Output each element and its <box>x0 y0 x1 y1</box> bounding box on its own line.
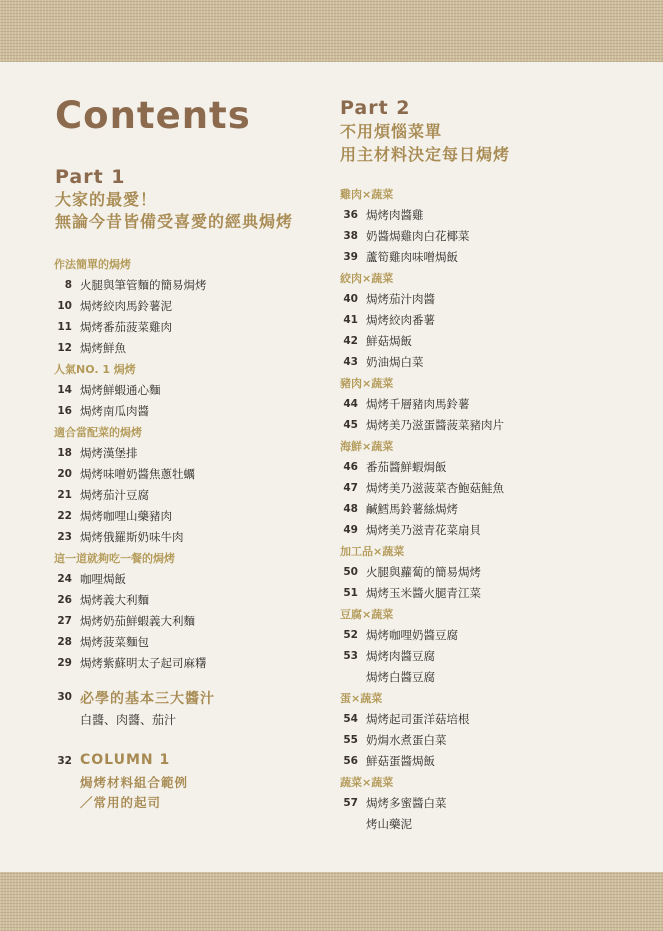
entry-title: 焗烤咖哩山藥豬肉 <box>80 509 172 523</box>
entry-title: 焗烤茄汁豆腐 <box>80 488 149 502</box>
toc-entry[interactable] <box>54 401 324 422</box>
toc-entry[interactable] <box>340 331 640 352</box>
entry-title: 焗烤起司蛋洋菇培根 <box>366 712 470 726</box>
toc-entry[interactable] <box>54 317 324 338</box>
toc-entry[interactable] <box>340 205 640 226</box>
sauces-page-number: 30 <box>57 691 72 703</box>
toc-entry[interactable] <box>54 338 324 359</box>
part1-subtitle-line2: 無論今昔皆備受喜愛的經典焗烤 <box>55 212 294 231</box>
page-number: 8 <box>64 279 72 291</box>
part2-label: Part 2 <box>340 97 411 119</box>
sauces-subtitle: 白醬、肉醬、茄汁 <box>80 713 177 727</box>
entry-title: 焗烤鮮魚 <box>80 341 126 355</box>
page-number: 10 <box>57 300 72 312</box>
part1-subtitle-line1: 大家的最愛！ <box>55 190 158 209</box>
entry-title: 焗烤絞肉番薯 <box>366 313 435 327</box>
part2-toc-list <box>340 184 640 835</box>
page-number: 49 <box>343 524 358 536</box>
toc-entry[interactable] <box>54 590 324 611</box>
category-heading: 加工品×蔬菜 <box>340 545 405 558</box>
page-number: 45 <box>343 419 358 431</box>
category-heading: 作法簡單的焗烤 <box>54 258 131 271</box>
entry-title: 焗烤茄汁肉醬 <box>366 292 435 306</box>
toc-entry[interactable] <box>340 562 640 583</box>
page-number: 51 <box>343 587 358 599</box>
page-number: 46 <box>343 461 358 473</box>
toc-entry[interactable] <box>54 506 324 527</box>
page-number: 39 <box>343 251 358 263</box>
entry-title: 焗烤味噌奶醬焦蔥牡蠣 <box>80 467 195 481</box>
toc-entry[interactable] <box>340 415 640 436</box>
column-page-number: 32 <box>57 755 72 767</box>
column-entry[interactable] <box>54 752 324 816</box>
category-heading: 蛋×蔬菜 <box>340 692 383 705</box>
page-number: 54 <box>343 713 358 725</box>
entry-title: 焗烤鮮蝦通心麵 <box>80 383 161 397</box>
toc-entry[interactable] <box>54 569 324 590</box>
toc-entry[interactable] <box>54 296 324 317</box>
page-number: 20 <box>57 468 72 480</box>
page-number: 22 <box>57 510 72 522</box>
part2-subtitle-line1: 不用煩惱菜單 <box>340 122 443 141</box>
entry-title: 焗烤番茄菠菜雞肉 <box>80 320 172 334</box>
toc-entry[interactable] <box>340 247 640 268</box>
toc-entry[interactable] <box>340 520 640 541</box>
toc-entry[interactable] <box>340 394 640 415</box>
page-number: 42 <box>343 335 358 347</box>
toc-entry[interactable] <box>54 632 324 653</box>
page-number: 40 <box>343 293 358 305</box>
sauces-title: 必學的基本三大醬汁 <box>80 691 215 707</box>
entry-title: 奶醬焗雞肉白花椰菜 <box>366 229 470 243</box>
page-number: 23 <box>57 531 72 543</box>
entry-title: 焗烤奶茄鮮蝦義大利麵 <box>80 614 195 628</box>
category-heading: 蔬菜×蔬菜 <box>340 776 394 789</box>
page-number: 48 <box>343 503 358 515</box>
page-number: 21 <box>57 489 72 501</box>
page-number: 47 <box>343 482 358 494</box>
category-heading: 這一道就夠吃一餐的焗烤 <box>54 552 175 565</box>
entry-title: 焗烤美乃滋青花菜扇貝 <box>366 523 481 537</box>
category-heading: 豬肉×蔬菜 <box>340 377 394 390</box>
entry-title: 焗烤義大利麵 <box>80 593 149 607</box>
page-number: 18 <box>57 447 72 459</box>
page-number: 57 <box>343 797 358 809</box>
toc-entry[interactable] <box>340 730 640 751</box>
page-number: 24 <box>57 573 72 585</box>
toc-entry[interactable] <box>340 289 640 310</box>
toc-entry[interactable] <box>54 527 324 548</box>
category-heading: 絞肉×蔬菜 <box>340 272 394 285</box>
entry-title: 焗烤千層豬肉馬鈴薯 <box>366 397 470 411</box>
toc-entry[interactable] <box>340 226 640 247</box>
page-number: 38 <box>343 230 358 242</box>
toc-entry[interactable] <box>54 485 324 506</box>
entry-title: 焗烤多蜜醬白菜 <box>366 796 447 810</box>
toc-entry[interactable] <box>340 625 640 646</box>
entry-title: 鹹鱈馬鈴薯絲焗烤 <box>366 502 458 516</box>
page-number: 28 <box>57 636 72 648</box>
toc-entry[interactable] <box>340 709 640 730</box>
toc-entry[interactable] <box>340 583 640 604</box>
entry-title: 火腿與筆管麵的簡易焗烤 <box>80 278 207 292</box>
toc-entry[interactable] <box>340 793 640 814</box>
entry-title: 火腿與蘿蔔的簡易焗烤 <box>366 565 481 579</box>
burlap-texture-bottom <box>0 872 663 931</box>
entry-title: 焗烤紫蘇明太子起司麻糬 <box>80 656 207 670</box>
toc-entry[interactable] <box>54 275 324 296</box>
entry-title: 蘆筍雞肉味噌焗飯 <box>366 250 458 264</box>
toc-entry[interactable] <box>340 352 640 373</box>
category-heading: 適合當配菜的焗烤 <box>54 426 142 439</box>
category-heading: 人氣NO. 1 焗烤 <box>54 363 136 376</box>
entry-title: 焗烤菠菜麵包 <box>80 635 149 649</box>
toc-entry[interactable] <box>340 478 640 499</box>
toc-entry[interactable] <box>54 443 324 464</box>
sauces-entry[interactable] <box>54 688 324 728</box>
column-subtitle-line2: ／常用的起司 <box>80 795 162 810</box>
burlap-texture-top <box>0 0 663 62</box>
page-number: 36 <box>343 209 358 221</box>
entry-title: 鮮菇蛋醬焗飯 <box>366 754 435 768</box>
page-number: 50 <box>343 566 358 578</box>
entry-title: 烤山藥泥 <box>366 817 412 831</box>
page-number: 41 <box>343 314 358 326</box>
page-number: 43 <box>343 356 358 368</box>
category-heading: 豆腐×蔬菜 <box>340 608 394 621</box>
toc-entry[interactable] <box>54 611 324 632</box>
toc-entry[interactable] <box>340 667 640 688</box>
toc-entry[interactable] <box>54 380 324 401</box>
entry-title: 焗烤肉醬豆腐 <box>366 649 435 663</box>
toc-entry[interactable] <box>54 653 324 674</box>
toc-entry[interactable] <box>340 751 640 772</box>
page-number: 14 <box>57 384 72 396</box>
page-number: 52 <box>343 629 358 641</box>
entry-title: 番茄醬鮮蝦焗飯 <box>366 460 447 474</box>
entry-title: 焗烤美乃滋菠菜杏鮑菇鮭魚 <box>366 481 504 495</box>
column-subtitle-line1: 焗烤材料組合範例 <box>80 775 189 790</box>
category-heading: 海鮮×蔬菜 <box>340 440 394 453</box>
entry-title: 奶油焗白菜 <box>366 355 424 369</box>
page-number: 11 <box>57 321 72 333</box>
part1-toc-list <box>54 254 324 674</box>
toc-entry[interactable] <box>340 310 640 331</box>
toc-entry[interactable] <box>340 814 640 835</box>
toc-entry[interactable] <box>340 646 640 667</box>
column-title: COLUMN 1 <box>80 752 171 768</box>
part1-label: Part 1 <box>55 166 126 188</box>
toc-entry[interactable] <box>54 464 324 485</box>
page-number: 56 <box>343 755 358 767</box>
page-number: 26 <box>57 594 72 606</box>
entry-title: 咖哩焗飯 <box>80 572 126 586</box>
toc-entry[interactable] <box>340 457 640 478</box>
entry-title: 焗烤白醬豆腐 <box>366 670 435 684</box>
entry-title: 焗烤漢堡排 <box>80 446 138 460</box>
page-number: 55 <box>343 734 358 746</box>
entry-title: 奶焗水煮蛋白菜 <box>366 733 447 747</box>
page-number: 27 <box>57 615 72 627</box>
entry-title: 焗烤俄羅斯奶味牛肉 <box>80 530 184 544</box>
entry-title: 焗烤美乃滋蛋醬菠菜豬肉片 <box>366 418 504 432</box>
entry-title: 焗烤南瓜肉醬 <box>80 404 149 418</box>
part2-subtitle-line2: 用主材料決定每日焗烤 <box>340 145 511 164</box>
entry-title: 焗烤肉醬雞 <box>366 208 424 222</box>
entry-title: 焗烤絞肉馬鈴薯泥 <box>80 299 172 313</box>
page-number: 44 <box>343 398 358 410</box>
category-heading: 雞肉×蔬菜 <box>340 188 394 201</box>
page-number: 16 <box>57 405 72 417</box>
entry-title: 鮮菇焗飯 <box>366 334 412 348</box>
toc-entry[interactable] <box>340 499 640 520</box>
page-number: 12 <box>57 342 72 354</box>
page-number: 29 <box>57 657 72 669</box>
entry-title: 焗烤咖哩奶醬豆腐 <box>366 628 458 642</box>
page-title: Contents <box>55 94 251 137</box>
page-number: 53 <box>343 650 358 662</box>
entry-title: 焗烤玉米醬火腿青江菜 <box>366 586 481 600</box>
